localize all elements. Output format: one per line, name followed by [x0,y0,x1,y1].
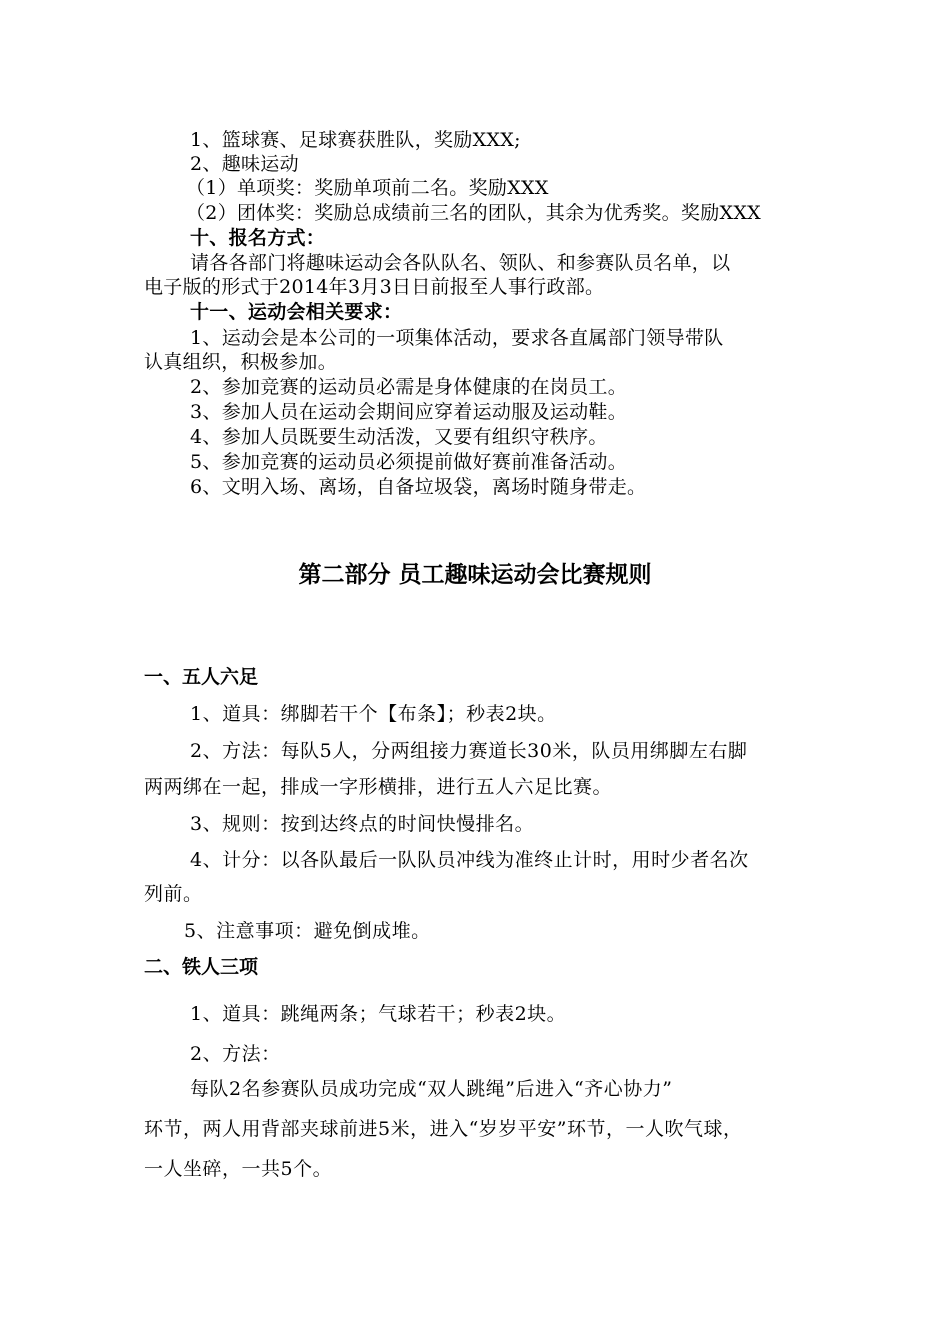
signup-heading: 十、报名方式： [190,227,326,249]
award-team: （2）团体奖：奖励总成绩前三名的团队，其余为优秀奖。奖励XXX [186,202,761,224]
event1-method-line2: 两两绑在一起，排成一字形横排，进行五人六足比赛。 [144,776,613,798]
requirement-1-line1: 1、运动会是本公司的一项集体活动，要求各直属部门领导带队 [190,327,724,349]
requirement-5: 5、参加竞赛的运动员必须提前做好赛前准备活动。 [190,451,627,473]
event2-desc-line2: 环节，两人用背部夹球前进5米，进入“岁岁平安”环节，一人吹气球， [144,1118,743,1140]
signup-text-line1: 请各各部门将趣味运动会各队队名、领队、和参赛队员名单，以 [190,252,731,274]
event2-method: 2、方法： [190,1043,281,1065]
event1-method-line1: 2、方法：每队5人，分两组接力赛道长30米，队员用绑脚左右脚 [190,740,748,762]
event1-scoring-line2: 列前。 [144,883,203,905]
award-basketball: 1、篮球赛、足球赛获胜队，奖励XXX; [190,129,521,151]
event1-heading: 一、五人六足 [144,666,259,688]
event2-props: 1、道具：跳绳两条；气球若干；秒表2块。 [190,1003,567,1025]
event1-scoring-line1: 4、计分：以各队最后一队队员冲线为准终止计时，用时少者名次 [190,849,749,871]
event2-desc-line3: 一人坐碎，一共5个。 [144,1158,333,1180]
event2-heading: 二、铁人三项 [144,956,259,978]
requirement-3: 3、参加人员在运动会期间应穿着运动服及运动鞋。 [190,401,627,423]
requirement-6: 6、文明入场、离场，自备垃圾袋，离场时随身带走。 [190,476,647,498]
award-single-item: （1）单项奖：奖励单项前二名。奖励XXX [186,177,549,199]
event1-props: 1、道具：绑脚若干个【布条】；秒表2块。 [190,703,557,725]
requirement-4: 4、参加人员既要生动活泼，又要有组织守秩序。 [190,426,608,448]
award-fun-sports: 2、趣味运动 [190,153,299,175]
requirements-heading: 十一、运动会相关要求： [190,301,403,323]
event1-notes: 5、注意事项：避免倒成堆。 [184,920,431,942]
part2-title: 第二部分 员工趣味运动会比赛规则 [298,562,652,588]
event1-rules: 3、规则：按到达终点的时间快慢排名。 [190,813,535,835]
requirement-2: 2、参加竞赛的运动员必需是身体健康的在岗员工。 [190,376,627,398]
requirement-1-line2: 认真组织，积极参加。 [144,351,338,373]
signup-text-line2: 电子版的形式于2014年3月3日日前报至人事行政部。 [144,276,605,298]
event2-desc-line1: 每队2名参赛队员成功完成“双人跳绳”后进入“齐心协力” [190,1078,673,1100]
